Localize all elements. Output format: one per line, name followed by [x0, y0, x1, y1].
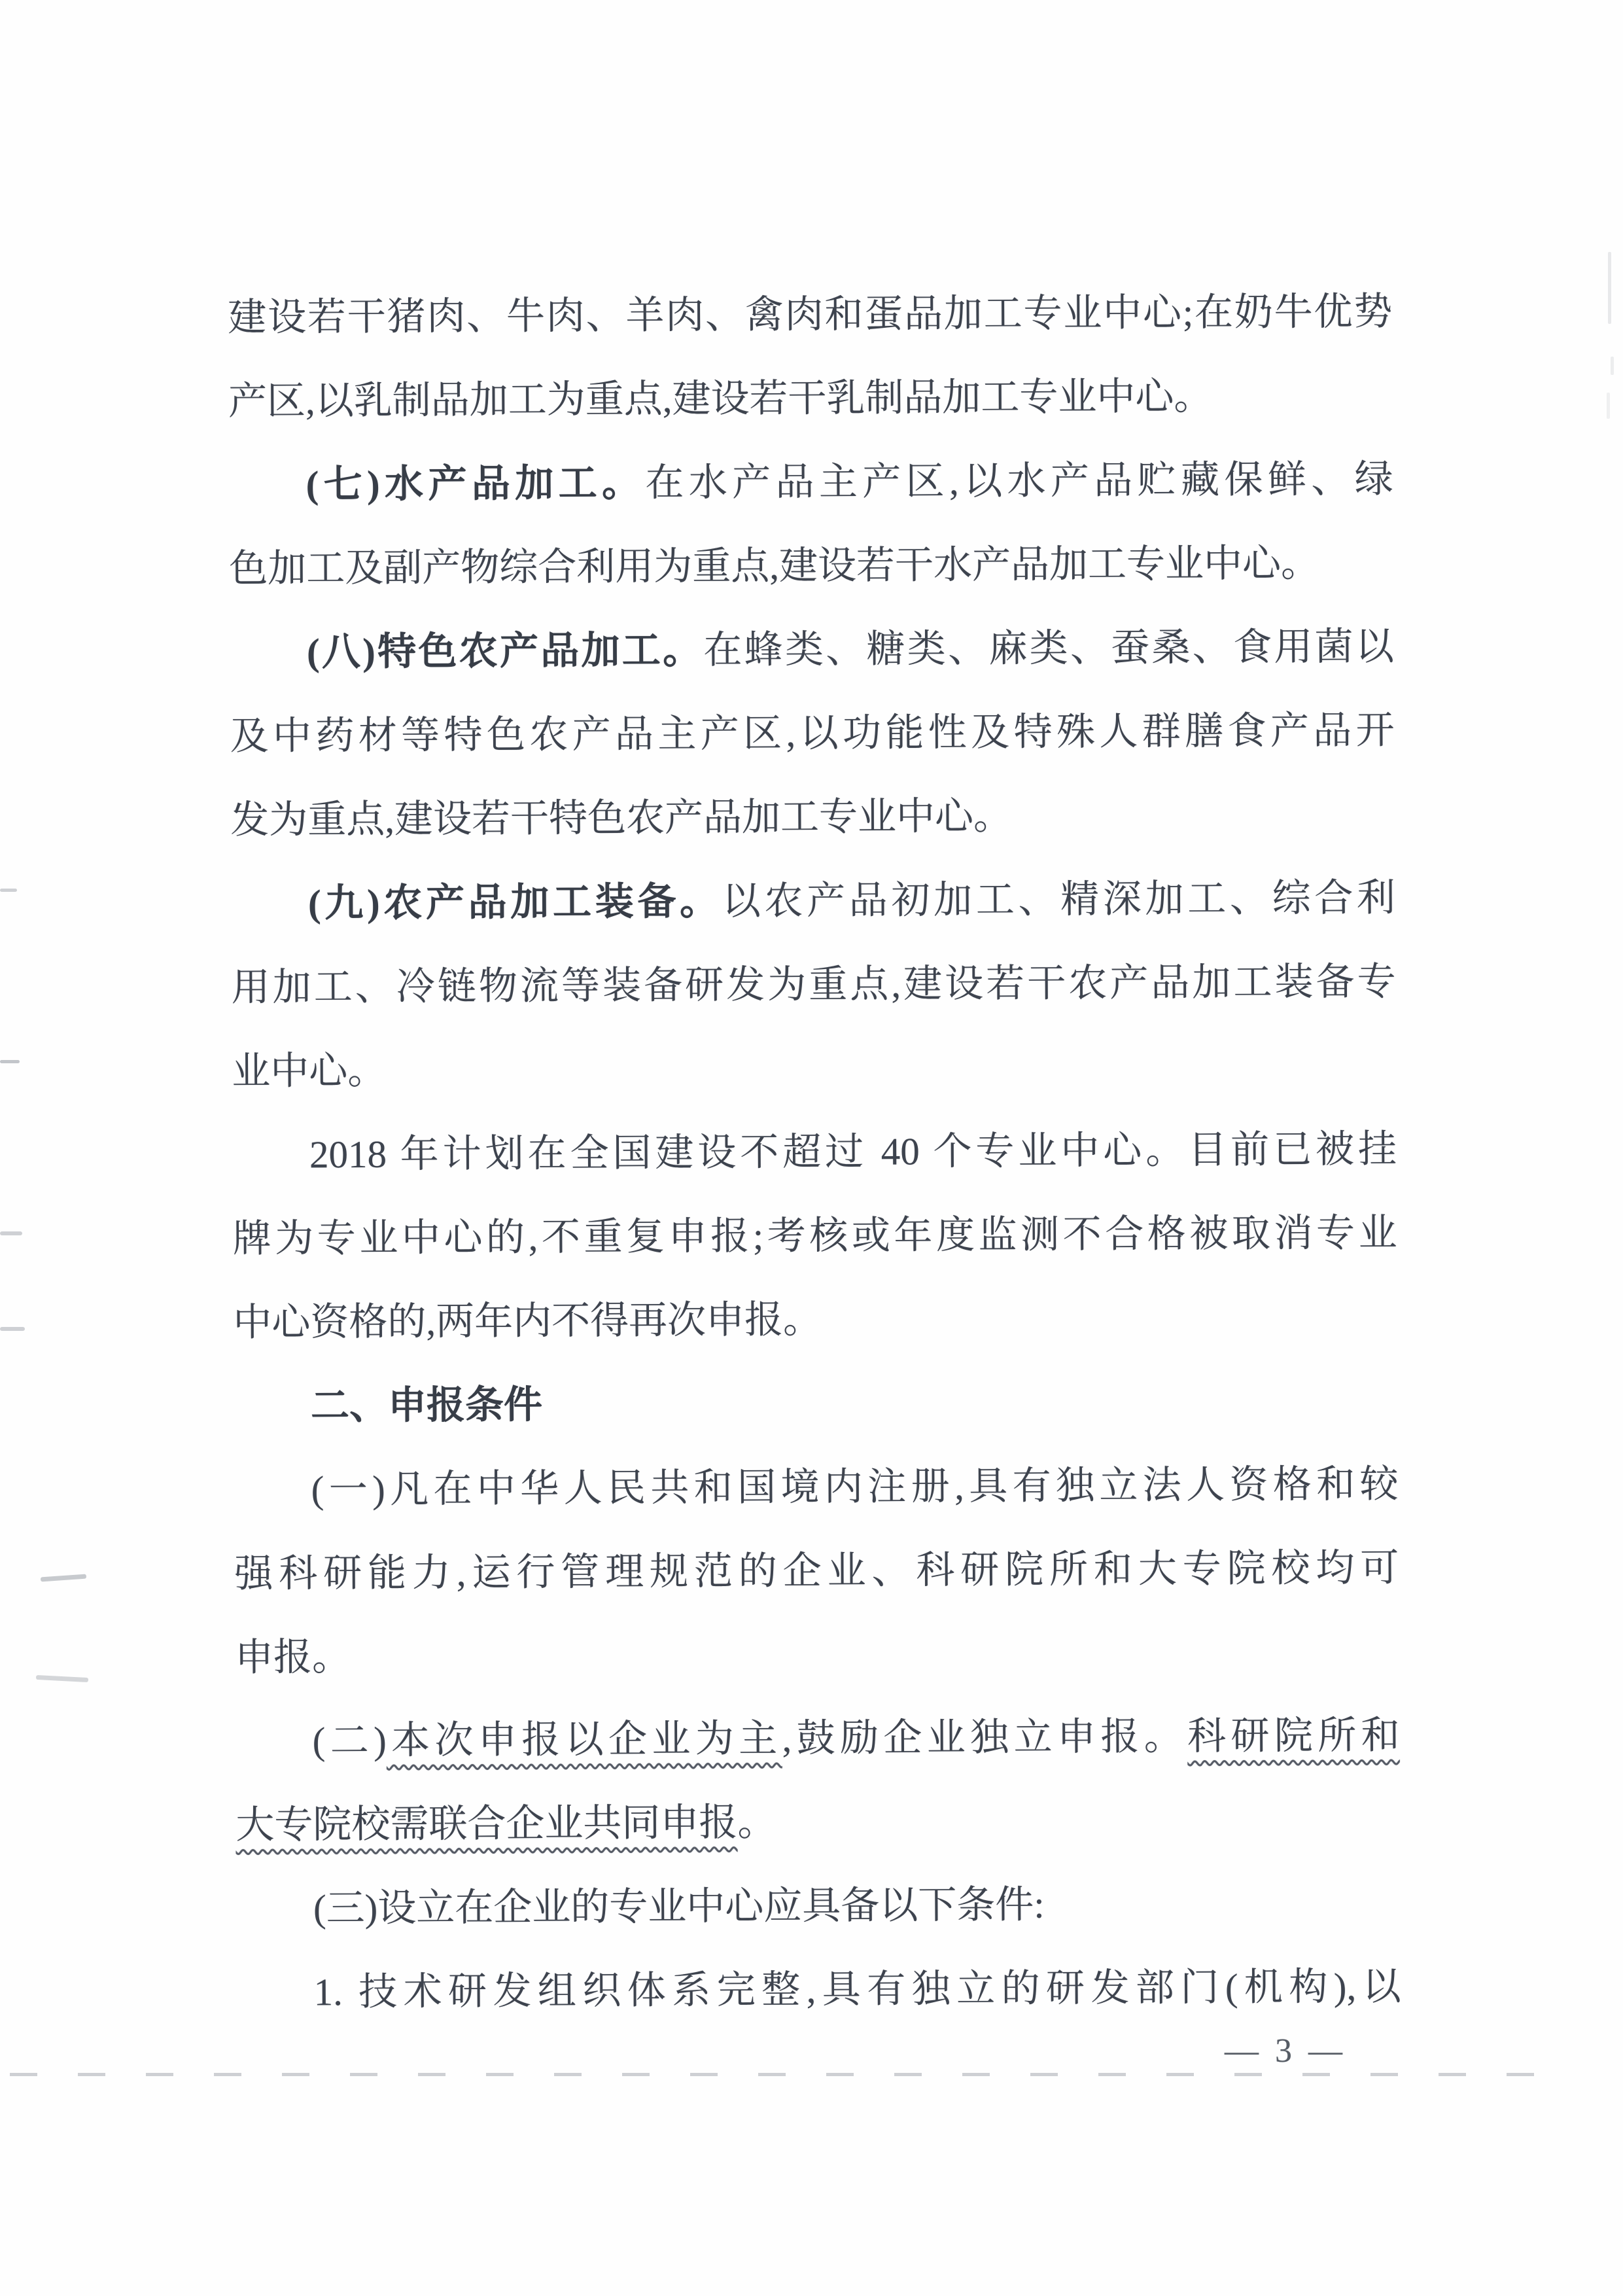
- scan-artifact: [41, 1574, 86, 1582]
- bold-run: (九)农产品加工装备。: [307, 879, 722, 925]
- text-run: 申报。: [234, 1635, 351, 1679]
- text-run: 1. 技术研发组织体系完整,具有独立的研发部门(机构),以: [313, 1964, 1401, 2014]
- bold-run: 二、申报条件: [310, 1383, 543, 1428]
- text-run: 建设若干猪肉、牛肉、羊肉、禽肉和蛋品加工专业中心;在奶牛优势: [228, 289, 1393, 340]
- text-line: [235, 1610, 1400, 1699]
- scan-artifact-right-streak: [1608, 252, 1611, 324]
- text-run: ,鼓励企业独立申报。: [782, 1714, 1188, 1760]
- text-run: 色加工及副产物综合利用为重点,建设若干水产品加工专业中心。: [229, 541, 1320, 591]
- bold-run: (七)水产品加工。: [305, 461, 646, 506]
- scan-artifact: [0, 1231, 22, 1235]
- scan-artifact: [0, 1060, 20, 1063]
- text-run: 发为重点,建设若干特色农产品加工专业中心。: [230, 794, 1013, 842]
- scan-artifact: [0, 1327, 25, 1331]
- text-line: [228, 353, 1393, 443]
- text-line: [228, 270, 1393, 359]
- text-line: [234, 1358, 1399, 1448]
- scan-artifact-right-streak: [1611, 357, 1614, 375]
- text-line: [232, 1023, 1397, 1113]
- text-run: 及中药材等特色农产品主产区,以功能性及特殊人群膳食产品开: [230, 708, 1395, 758]
- text-run: 中心资格的,两年内不得再次申报。: [233, 1298, 822, 1344]
- underlined-run: 科研院所和: [1187, 1713, 1400, 1758]
- page-number: — 3 —: [1225, 2032, 1346, 2070]
- scan-artifact-bottom-dashes: [10, 2073, 1541, 2076]
- scan-artifact: [0, 889, 17, 892]
- text-line: [230, 772, 1395, 862]
- text-line: [231, 940, 1396, 1029]
- text-line: [230, 688, 1395, 778]
- text-run: 用加工、冷链物流等装备研发为重点,建设若干农产品加工装备专: [231, 959, 1396, 1010]
- text-line: [229, 521, 1394, 610]
- text-run: 强科研能力,运行管理规范的企业、科研院所和大专院校均可: [234, 1545, 1399, 1595]
- text-run: 牌为专业中心的,不重复申报;考核或年度监测不合格被取消专业: [232, 1210, 1397, 1260]
- text-line: [230, 605, 1395, 694]
- text-line: [228, 437, 1393, 527]
- text-run: 。: [737, 1800, 777, 1844]
- underlined-run: 大专院校需联合企业共同申报: [236, 1800, 738, 1846]
- scan-artifact-right-streak: [1607, 393, 1610, 419]
- underlined-run: 本次申报以企业为主: [386, 1716, 782, 1762]
- text-line: [231, 856, 1396, 945]
- text-line: [236, 1861, 1401, 1951]
- text-run: 在蜂类、糖类、麻类、蚕桑、食用菌以: [703, 624, 1395, 672]
- text-run: 业中心。: [232, 1048, 387, 1093]
- bold-run: (八)特色农产品加工。: [306, 628, 704, 674]
- text-line: [234, 1526, 1399, 1616]
- text-run: 2018 年计划在全国建设不超过 40 个专业中心。目前已被挂: [309, 1127, 1397, 1176]
- text-line: [233, 1275, 1398, 1364]
- document-body: [228, 270, 1401, 2034]
- scan-artifact: [36, 1675, 88, 1682]
- text-line: [235, 1693, 1400, 1783]
- text-line: [234, 1442, 1399, 1532]
- text-line: [232, 1107, 1397, 1197]
- text-run: 以农产品初加工、精深加工、综合利: [722, 875, 1396, 923]
- text-run: 产区,以乳制品加工为重点,建设若干乳制品加工专业中心。: [228, 374, 1213, 423]
- text-run: 在水产品主产区,以水产品贮藏保鲜、绿: [645, 457, 1393, 504]
- text-line: [232, 1191, 1397, 1280]
- text-run: (三)设立在企业的专业中心应具备以下条件:: [313, 1882, 1045, 1930]
- text-run: (一)凡在中华人民共和国境内注册,具有独立法人资格和较: [311, 1462, 1399, 1511]
- text-run: (二): [312, 1718, 387, 1763]
- text-line: [236, 1777, 1401, 1867]
